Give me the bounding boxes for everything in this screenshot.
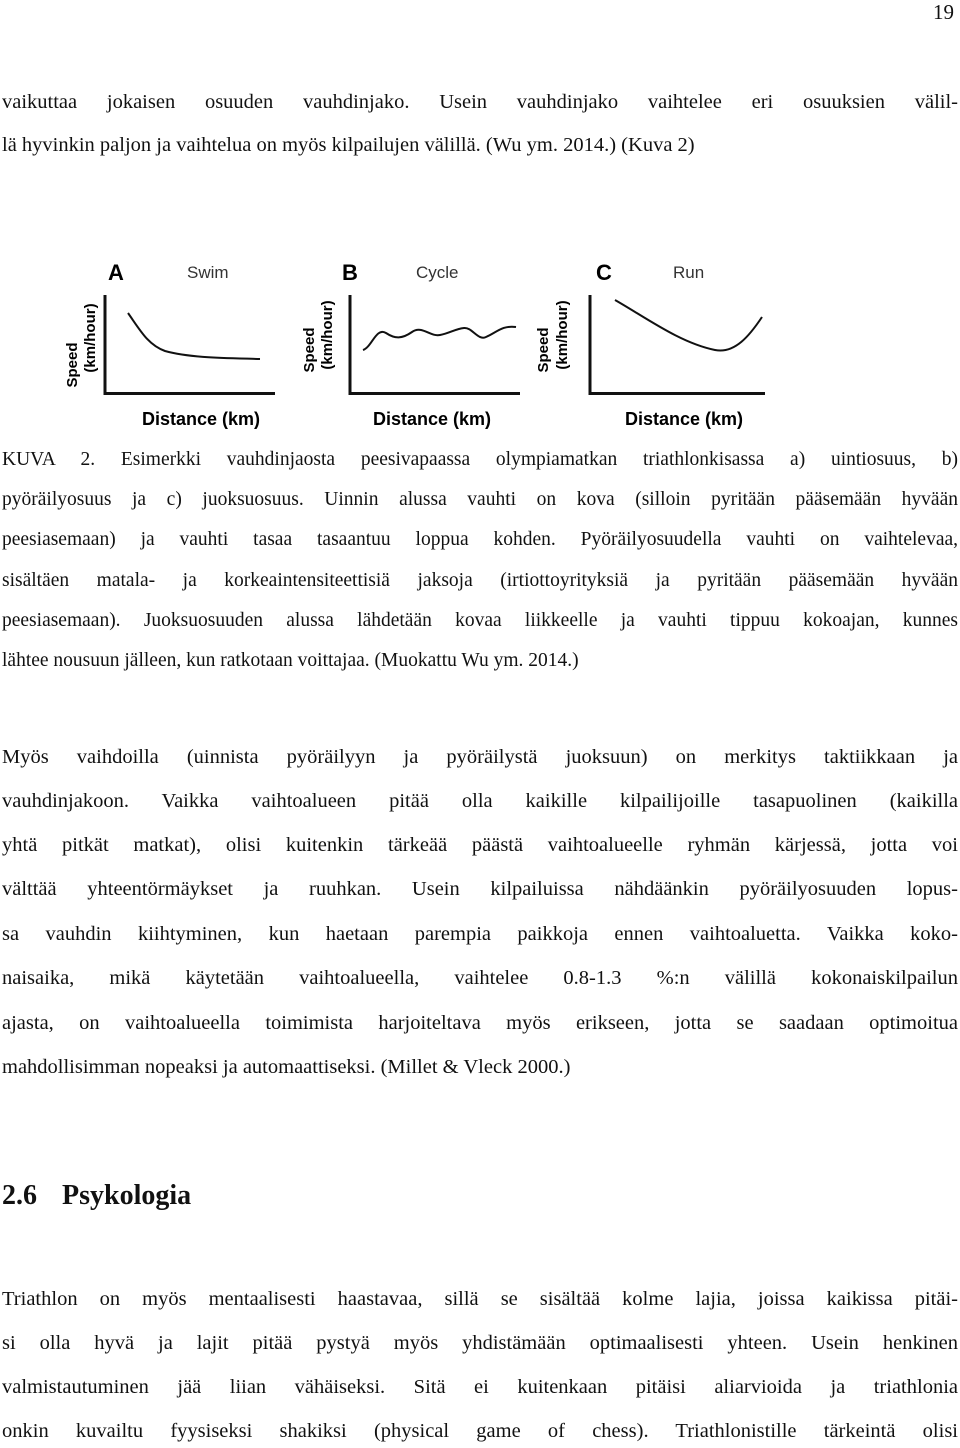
body-line: si olla hyvä ja lajit pitää pystyä myös yhdistämään optimaalisesti yhteen. Usein henkinen: [2, 1332, 958, 1354]
run-pacing-curve: [615, 300, 762, 351]
section-heading: [2, 1180, 191, 1212]
panel-title: Swim: [187, 263, 229, 282]
panel-cycle: [301, 260, 520, 429]
body-line: yhtä pitkät matkat), olisi kuitenkin tärkeää päästä vaihtoalueelle ryhmän kärjessä, jotta voi: [2, 834, 958, 856]
panel-letter: C: [596, 260, 612, 285]
x-axis-label: Distance (km): [142, 409, 261, 429]
caption-line: lähtee nousuun jälleen, kun ratkotaan voittajaa. (Muokattu Wu ym. 2014.): [2, 650, 579, 671]
panel-letter: A: [108, 260, 124, 285]
y-axis-label: Speed: [535, 327, 552, 373]
y-axis-label: (km/hour): [319, 300, 336, 370]
y-axis-label: (km/hour): [554, 300, 571, 370]
y-axis-label: (km/hour): [82, 303, 99, 373]
panel-title: Run: [673, 263, 705, 282]
body-line: Triathlon on myös mentaalisesti haastavaa, sillä se sisältää kolme lajia, joissa kaikissa pitäi-: [2, 1288, 958, 1310]
pacing-figure: [50, 255, 790, 435]
body-line: naisaika, mikä käytetään vaihtoalueella, vaihtelee 0.8-1.3 %:n välillä kokonaiskilpailun: [2, 967, 958, 989]
body-line: välttää yhteentörmäykset ja ruuhkan. Usein kilpailuissa nähdäänkin pyöräilyosuuden lopus-: [2, 878, 958, 900]
swim-pacing-curve: [128, 313, 260, 359]
body-line: onkin kuvailtu fyysiseksi shakiksi (physical game of chess). Triathlonistille tärkeintä olisi: [2, 1420, 958, 1442]
panel-run: [535, 260, 765, 429]
body-line: mahdollisimman nopeaksi ja automaattiseksi. (Millet & Vleck 2000.): [2, 1056, 571, 1078]
cycle-pacing-curve: [363, 327, 516, 350]
caption-line: KUVA 2. Esimerkki vauhdinjaosta peesivapaassa olympiamatkan triathlonkisassa a) uintiosuus, b): [2, 449, 958, 470]
caption-line: peesiasemaan) ja vauhti tasaa tasaantuu loppua kohden. Pyöräilyosuudella vauhti on vaihtelevaa,: [2, 529, 958, 550]
y-axis-label: Speed: [301, 327, 318, 373]
body-line: Myös vaihdoilla (uinnista pyöräilyyn ja pyöräilystä juoksuun) on merkitys taktiikkaan ja: [2, 746, 958, 768]
caption-line: pyöräilyosuus ja c) juoksuosuus. Uinnin alussa vauhti on kova (silloin pyritään pääsemään hyvään: [2, 489, 958, 510]
section-title: Psykologia: [62, 1180, 192, 1211]
intro-line: vaikuttaa jokaisen osuuden vauhdinjako. Usein vauhdinjako vaihtelee eri osuuksien välil-: [2, 91, 958, 113]
caption-line: peesiasemaan). Juoksuosuuden alussa lähdetään kovaa liikkeelle ja vauhti tippuu kokoajan, kunnes: [2, 610, 958, 631]
body-line: vauhdinjakoon. Vaikka vaihtoalueen pitää olla kaikille kilpailijoille tasapuolinen (kaikilla: [2, 790, 958, 812]
y-axis-label: Speed: [64, 342, 81, 388]
panel-letter: B: [342, 260, 358, 285]
panel-swim: [64, 260, 275, 429]
intro-line: lä hyvinkin paljon ja vaihtelua on myös kilpailujen välillä. (Wu ym. 2014.) (Kuva 2): [2, 134, 695, 156]
page-number: 19: [933, 0, 954, 24]
body-line: ajasta, on vaihtoalueella toimimista harjoiteltava myös erikseen, jotta se saadaan optimoitua: [2, 1012, 958, 1034]
section-number: 2.6: [2, 1180, 37, 1211]
caption-line: sisältäen matala- ja korkeaintensiteettisiä jaksoja (irtiottoyrityksiä ja pyritään pääsemään hyvään: [2, 570, 958, 591]
body-line: valmistautuminen jää liian vähäiseksi. Sitä ei kuitenkaan pitäisi aliarvioida ja triathlonia: [2, 1376, 958, 1398]
x-axis-label: Distance (km): [625, 409, 744, 429]
x-axis-label: Distance (km): [373, 409, 492, 429]
body-line: sa vauhdin kiihtyminen, kun haetaan parempia paikkoja ennen vaihtoaluetta. Vaikka koko-: [2, 923, 958, 945]
panel-title: Cycle: [416, 263, 459, 282]
